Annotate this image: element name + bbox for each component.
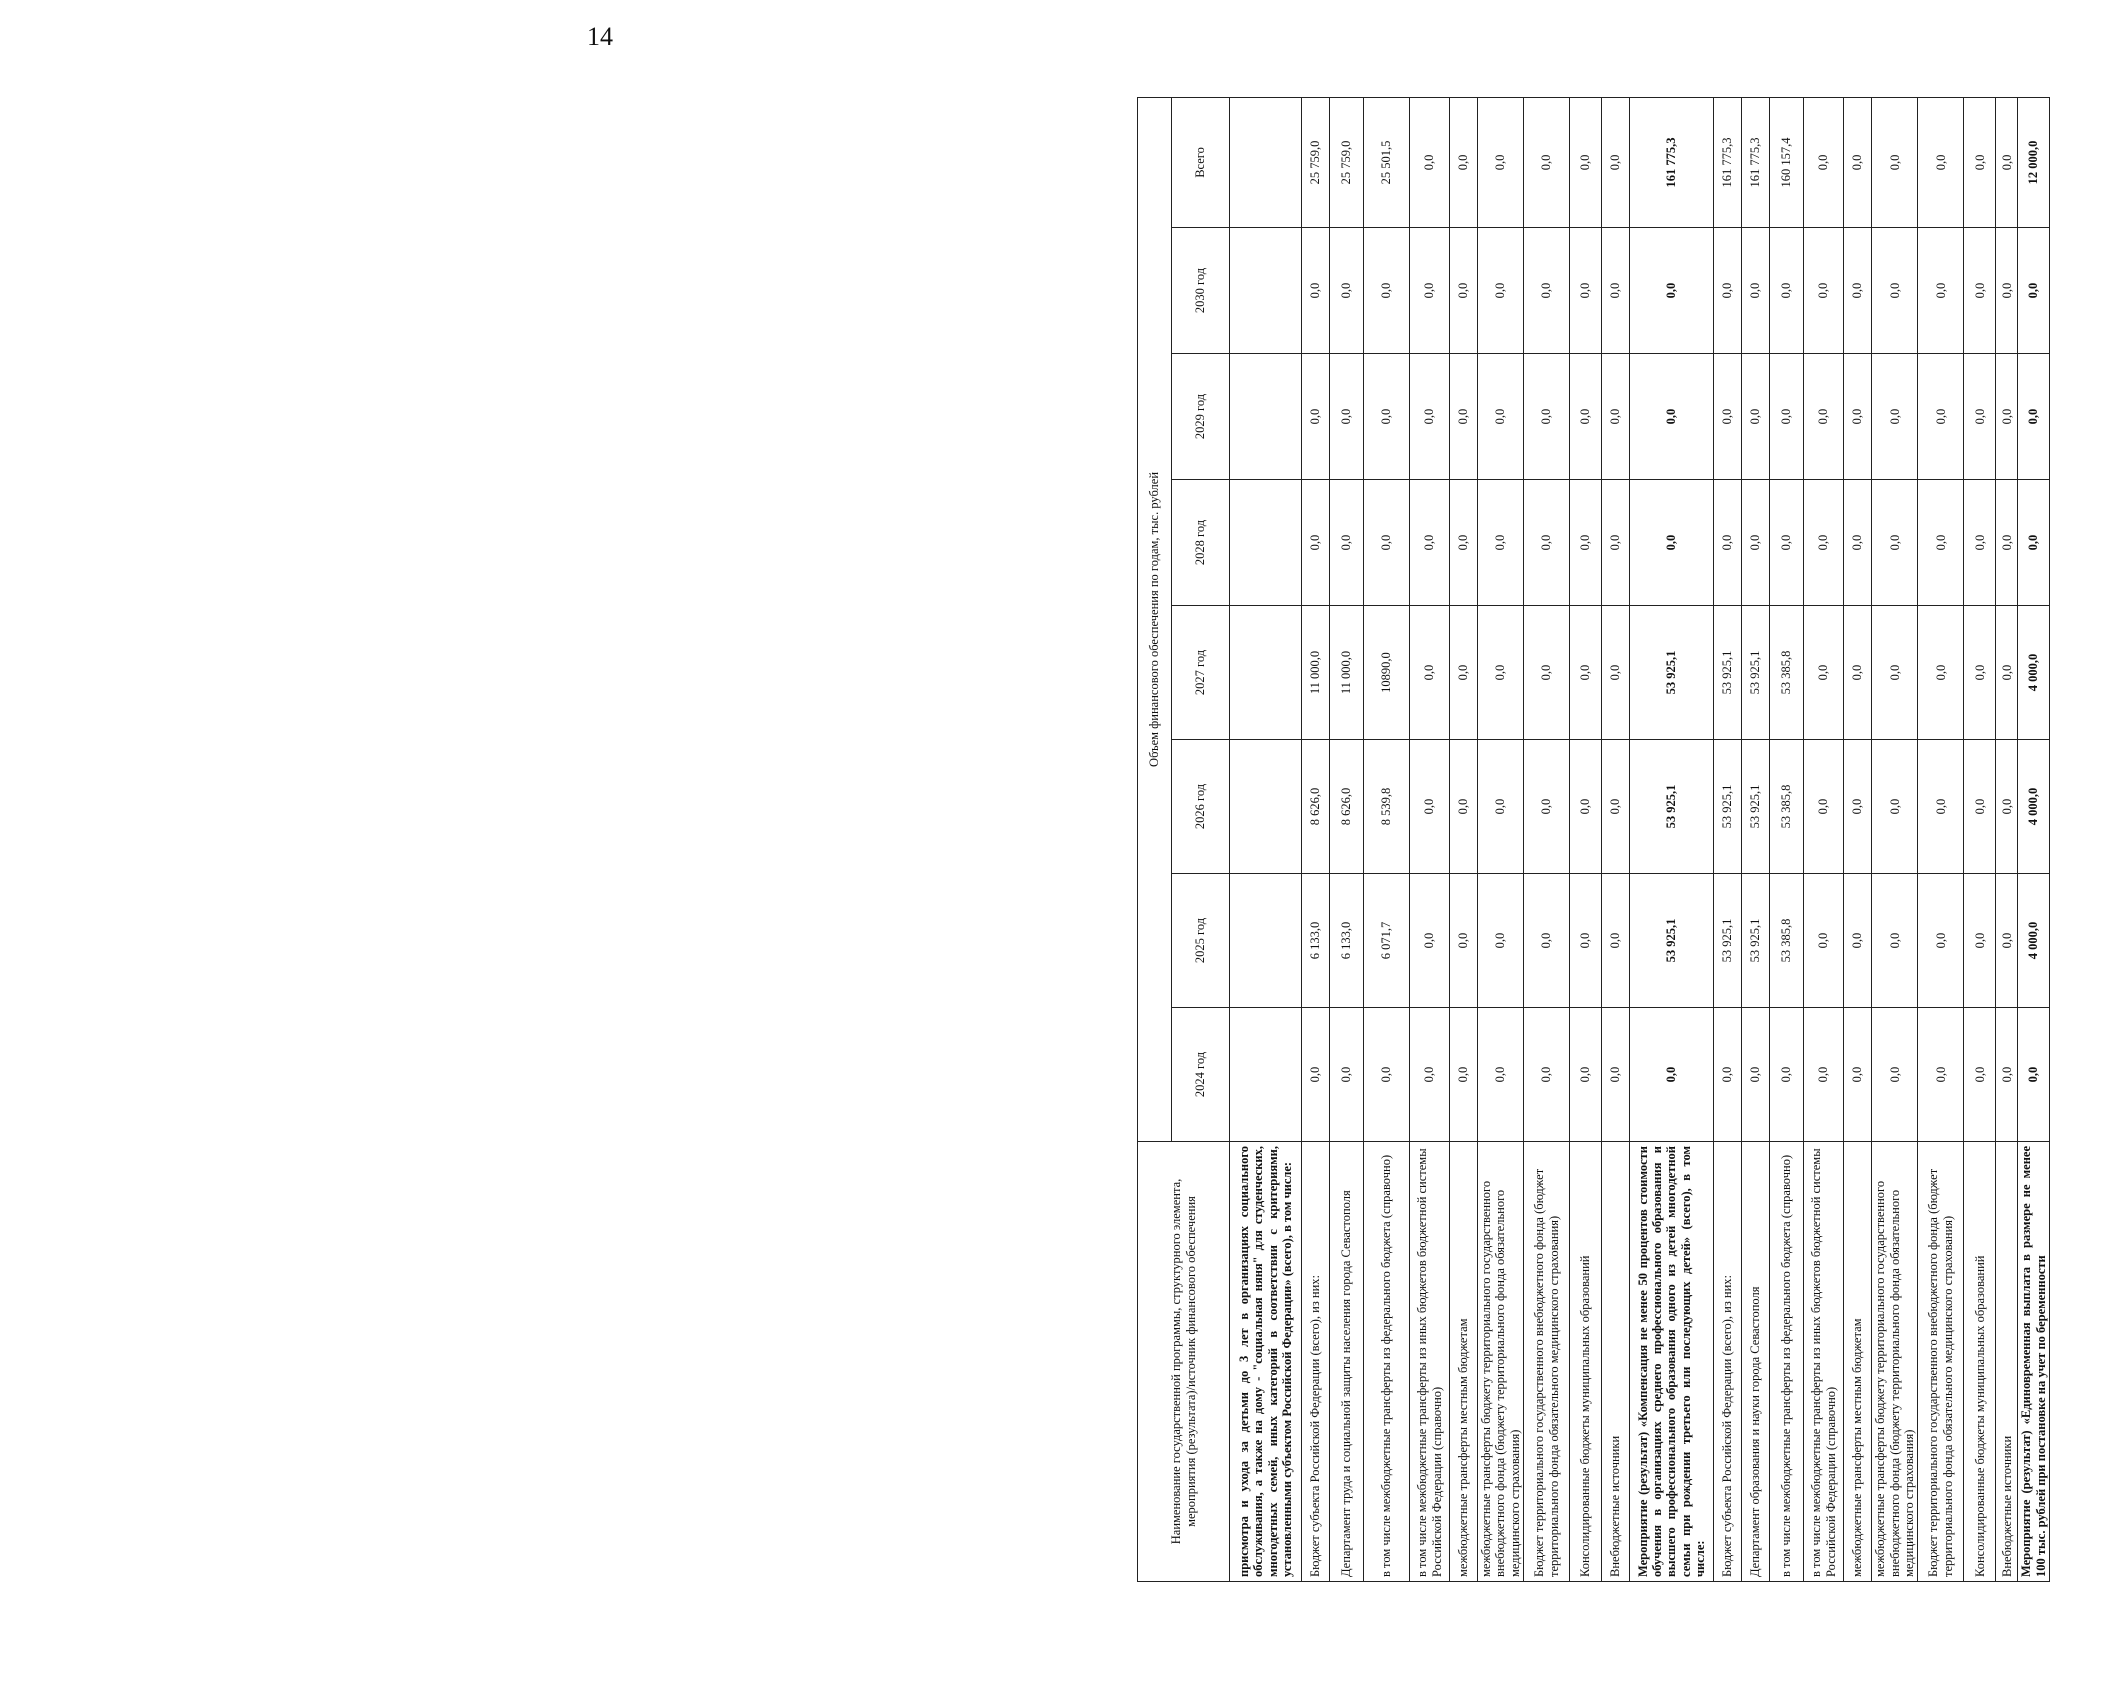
value-cell [1230,228,1302,354]
value-cell: 0,0 [1410,480,1450,606]
value-cell: 0,0 [1302,228,1330,354]
table-row [1478,97,1524,1581]
value-cell: 0,0 [1804,480,1844,606]
value-cell: 0,0 [2018,480,2050,606]
value-cell: 0,0 [1804,874,1844,1008]
table-row [2018,97,2050,1581]
row-label: Бюджет территориального государственного внебюджетного фонда (бюджет территориального фонда обязательного медицинского страхования) [1524,1142,1570,1582]
header-year: 2025 год [1172,874,1230,1008]
value-cell: 0,0 [1872,228,1918,354]
row-label: Внебюджетные источники [1996,1142,2018,1582]
value-cell: 0,0 [1450,740,1478,874]
row-label: межбюджетные трансферты бюджету территориального государственного внебюджетного фонда (бюджету территориального фонда обязательного медицинского страхования) [1478,1142,1524,1582]
value-cell: 53 385,8 [1770,740,1804,874]
value-cell: 0,0 [1844,606,1872,740]
header-year: 2030 год [1172,228,1230,354]
value-cell: 0,0 [1964,874,1996,1008]
row-label: присмотра и ухода за детьми до 3 лет в организациях социального обслуживания, а также на дому - "социальная няня" для студенческих, многодетных семей, иных категорий в соответствии с критериями, установленными субъектом Российской Федерации» (всего), в том числе: [1230,1142,1302,1582]
value-cell: 0,0 [1410,740,1450,874]
value-cell: 0,0 [2018,228,2050,354]
row-label: Внебюджетные источники [1602,1142,1630,1582]
value-cell: 0,0 [1602,606,1630,740]
value-cell: 4 000,0 [2018,606,2050,740]
value-cell: 0,0 [1330,1008,1364,1142]
value-cell: 0,0 [1478,354,1524,480]
value-cell: 4 000,0 [2018,874,2050,1008]
value-cell [1230,1008,1302,1142]
page-number: 14 [587,22,613,51]
value-cell: 53 925,1 [1714,740,1742,874]
table-row [1964,97,1996,1581]
value-cell: 0,0 [1996,1008,2018,1142]
value-cell: 0,0 [1570,480,1602,606]
value-cell: 0,0 [1770,354,1804,480]
value-cell: 0,0 [1714,1008,1742,1142]
table-row [1804,97,1844,1581]
value-cell: 0,0 [1450,606,1478,740]
value-cell: 11 000,0 [1330,606,1364,740]
value-cell: 0,0 [1918,480,1964,606]
row-label: Бюджет территориального государственного внебюджетного фонда (бюджет территориального фонда обязательного медицинского страхования) [1918,1142,1964,1582]
value-cell: 0,0 [1996,480,2018,606]
value-cell: 0,0 [1918,228,1964,354]
value-cell: 0,0 [1570,354,1602,480]
value-cell: 0,0 [1302,1008,1330,1142]
value-cell: 0,0 [1630,480,1714,606]
value-cell: 0,0 [1478,1008,1524,1142]
value-cell: 0,0 [1478,874,1524,1008]
value-cell: 12 000,0 [2018,97,2050,227]
value-cell: 0,0 [1524,606,1570,740]
value-cell: 0,0 [1478,606,1524,740]
value-cell: 0,0 [1844,228,1872,354]
value-cell: 0,0 [1770,1008,1804,1142]
value-cell: 0,0 [1302,480,1330,606]
value-cell: 0,0 [1742,228,1770,354]
value-cell: 161 775,3 [1630,97,1714,227]
value-cell: 53 385,8 [1770,874,1804,1008]
value-cell: 0,0 [1410,228,1450,354]
value-cell: 0,0 [1478,740,1524,874]
value-cell: 11 000,0 [1302,606,1330,740]
value-cell: 0,0 [1964,480,1996,606]
value-cell: 0,0 [1524,354,1570,480]
value-cell: 0,0 [1410,97,1450,227]
table-row [1630,97,1714,1581]
value-cell: 0,0 [1410,354,1450,480]
row-label: межбюджетные трансферты бюджету территориального государственного внебюджетного фонда (бюджету территориального фонда обязательного медицинского страхования) [1872,1142,1918,1582]
value-cell: 53 925,1 [1742,874,1770,1008]
value-cell: 0,0 [1410,606,1450,740]
value-cell: 0,0 [1714,228,1742,354]
value-cell: 0,0 [1450,228,1478,354]
value-cell: 0,0 [1478,97,1524,227]
value-cell [1230,97,1302,227]
value-cell: 0,0 [1524,1008,1570,1142]
value-cell: 0,0 [1872,740,1918,874]
value-cell: 0,0 [1570,740,1602,874]
row-label: Бюджет субъекта Российской Федерации (всего), из них: [1714,1142,1742,1582]
value-cell: 25 759,0 [1302,97,1330,227]
value-cell: 0,0 [1918,874,1964,1008]
row-label: Департамент труда и социальной защиты населения города Севастополя [1330,1142,1364,1582]
value-cell: 0,0 [1804,97,1844,227]
value-cell: 53 925,1 [1714,606,1742,740]
value-cell: 0,0 [1450,1008,1478,1142]
value-cell: 0,0 [1996,606,2018,740]
value-cell: 0,0 [1570,97,1602,227]
value-cell: 0,0 [1364,228,1410,354]
value-cell: 0,0 [1330,228,1364,354]
financing-table [1137,97,2050,1582]
value-cell: 160 157,4 [1770,97,1804,227]
value-cell: 0,0 [1872,354,1918,480]
value-cell: 6 071,7 [1364,874,1410,1008]
row-label: Консолидированные бюджеты муниципальных образований [1964,1142,1996,1582]
value-cell: 8 626,0 [1302,740,1330,874]
value-cell: 161 775,3 [1714,97,1742,227]
table-row [1844,97,1872,1581]
value-cell: 0,0 [1602,874,1630,1008]
value-cell: 53 925,1 [1630,740,1714,874]
value-cell: 0,0 [1630,228,1714,354]
value-cell: 0,0 [1602,97,1630,227]
row-label: в том числе межбюджетные трансферты из федерального бюджета (справочно) [1770,1142,1804,1582]
value-cell: 0,0 [1478,480,1524,606]
row-label: в том числе межбюджетные трансферты из иных бюджетов бюджетной системы Российской Федерации (справочно) [1804,1142,1844,1582]
row-label: Бюджет субъекта Российской Федерации (всего), из них: [1302,1142,1330,1582]
table-row [1230,97,1302,1581]
value-cell: 0,0 [1630,354,1714,480]
value-cell: 0,0 [1450,480,1478,606]
value-cell: 0,0 [1302,354,1330,480]
value-cell: 0,0 [1570,1008,1602,1142]
value-cell: 53 925,1 [1742,606,1770,740]
table-row [1570,97,1602,1581]
value-cell: 6 133,0 [1330,874,1364,1008]
value-cell: 53 385,8 [1770,606,1804,740]
table-row [1302,97,1330,1581]
value-cell: 0,0 [1410,1008,1450,1142]
value-cell: 0,0 [1602,354,1630,480]
row-label: межбюджетные трансферты местным бюджетам [1844,1142,1872,1582]
value-cell: 0,0 [1844,97,1872,227]
value-cell: 0,0 [1742,354,1770,480]
value-cell: 8 539,8 [1364,740,1410,874]
value-cell: 0,0 [1964,606,1996,740]
header-year: 2029 год [1172,354,1230,480]
value-cell: 53 925,1 [1630,874,1714,1008]
value-cell: 0,0 [1844,480,1872,606]
value-cell: 0,0 [1964,97,1996,227]
value-cell: 0,0 [1996,97,2018,227]
value-cell: 0,0 [1714,480,1742,606]
value-cell: 0,0 [1330,480,1364,606]
table-row [1742,97,1770,1581]
value-cell: 0,0 [1872,874,1918,1008]
table-row [1410,97,1450,1581]
value-cell [1230,480,1302,606]
value-cell: 0,0 [1410,874,1450,1008]
table-row [1364,97,1410,1581]
value-cell: 0,0 [1844,740,1872,874]
value-cell: 0,0 [2018,1008,2050,1142]
value-cell: 0,0 [1602,1008,1630,1142]
row-label: Консолидированные бюджеты муниципальных образований [1570,1142,1602,1582]
value-cell: 0,0 [1524,740,1570,874]
value-cell: 53 925,1 [1714,874,1742,1008]
value-cell: 0,0 [1918,1008,1964,1142]
value-cell: 0,0 [1364,480,1410,606]
value-cell: 0,0 [1964,1008,1996,1142]
row-label: Мероприятие (результат) «Единовременная выплата в размере не менее 100 тыс. рублей при постановке на учет по беременности [2018,1142,2050,1582]
value-cell: 8 626,0 [1330,740,1364,874]
value-cell: 10890,0 [1364,606,1410,740]
value-cell: 0,0 [1630,1008,1714,1142]
row-label: Мероприятие (результат) «Компенсация не менее 50 процентов стоимости обучения в организациях среднего профессионального образования и высшего профессионального образования одного из детей многодетной семьи при рождении третьего или последующих детей» (всего), в том числе: [1630,1142,1714,1582]
header-year: 2024 год [1172,1008,1230,1142]
value-cell: 0,0 [1330,354,1364,480]
value-cell: 0,0 [1918,606,1964,740]
value-cell: 4 000,0 [2018,740,2050,874]
value-cell: 0,0 [2018,354,2050,480]
value-cell: 0,0 [1804,1008,1844,1142]
table-row [1714,97,1742,1581]
value-cell: 0,0 [1872,480,1918,606]
table-row [1770,97,1804,1581]
table-row [1918,97,1964,1581]
value-cell: 0,0 [1996,228,2018,354]
value-cell: 0,0 [1804,606,1844,740]
table-body [1230,97,2050,1581]
value-cell: 0,0 [1964,228,1996,354]
value-cell: 0,0 [1570,228,1602,354]
header-year: Всего [1172,97,1230,227]
row-label: в том числе межбюджетные трансферты из федерального бюджета (справочно) [1364,1142,1410,1582]
header-year: 2026 год [1172,740,1230,874]
header-year: 2028 год [1172,480,1230,606]
value-cell: 0,0 [1602,228,1630,354]
table-row [1450,97,1478,1581]
header-name: Наименование государственной программы, структурного элемента, мероприятия (результата)/источник финансового обеспечения [1138,1142,1230,1582]
value-cell: 0,0 [1570,606,1602,740]
value-cell [1230,354,1302,480]
value-cell: 0,0 [1918,740,1964,874]
value-cell: 0,0 [1602,480,1630,606]
value-cell: 0,0 [1804,740,1844,874]
value-cell: 0,0 [1714,354,1742,480]
row-label: Департамент образования и науки города Севастополя [1742,1142,1770,1582]
value-cell: 0,0 [1918,97,1964,227]
value-cell: 25 759,0 [1330,97,1364,227]
value-cell: 0,0 [1364,1008,1410,1142]
value-cell: 0,0 [1524,228,1570,354]
value-cell [1230,874,1302,1008]
value-cell: 0,0 [1770,480,1804,606]
row-label: в том числе межбюджетные трансферты из иных бюджетов бюджетной системы Российской Федерации (справочно) [1410,1142,1450,1582]
value-cell: 53 925,1 [1630,606,1714,740]
value-cell: 0,0 [1964,740,1996,874]
value-cell: 0,0 [1996,740,2018,874]
value-cell: 0,0 [1964,354,1996,480]
value-cell: 0,0 [1872,606,1918,740]
value-cell: 0,0 [1872,97,1918,227]
value-cell: 0,0 [1872,1008,1918,1142]
table-row [1602,97,1630,1581]
value-cell: 0,0 [1804,354,1844,480]
table-row [1872,97,1918,1581]
value-cell: 0,0 [1742,1008,1770,1142]
rotated-table-container [1137,98,2103,1582]
value-cell: 25 501,5 [1364,97,1410,227]
table-row [1330,97,1364,1581]
value-cell: 0,0 [1844,874,1872,1008]
value-cell: 0,0 [1570,874,1602,1008]
value-cell: 0,0 [1844,1008,1872,1142]
value-cell: 0,0 [1804,228,1844,354]
value-cell: 0,0 [1996,354,2018,480]
value-cell: 0,0 [1450,874,1478,1008]
value-cell: 0,0 [1770,228,1804,354]
value-cell: 0,0 [1524,97,1570,227]
table-row [1996,97,2018,1581]
value-cell: 161 775,3 [1742,97,1770,227]
row-label: межбюджетные трансферты местным бюджетам [1450,1142,1478,1582]
value-cell: 53 925,1 [1742,740,1770,874]
value-cell: 0,0 [1602,740,1630,874]
value-cell: 0,0 [1450,354,1478,480]
value-cell: 0,0 [1450,97,1478,227]
value-cell: 0,0 [1996,874,2018,1008]
value-cell: 0,0 [1478,228,1524,354]
table-row [1524,97,1570,1581]
value-cell: 0,0 [1524,480,1570,606]
value-cell [1230,740,1302,874]
value-cell: 0,0 [1364,354,1410,480]
value-cell: 0,0 [1918,354,1964,480]
value-cell: 0,0 [1742,480,1770,606]
header-group: Объем финансового обеспечения по годам, тыс. рублей [1138,97,1172,1141]
value-cell [1230,606,1302,740]
value-cell: 0,0 [1524,874,1570,1008]
value-cell: 0,0 [1844,354,1872,480]
header-year: 2027 год [1172,606,1230,740]
value-cell: 6 133,0 [1302,874,1330,1008]
